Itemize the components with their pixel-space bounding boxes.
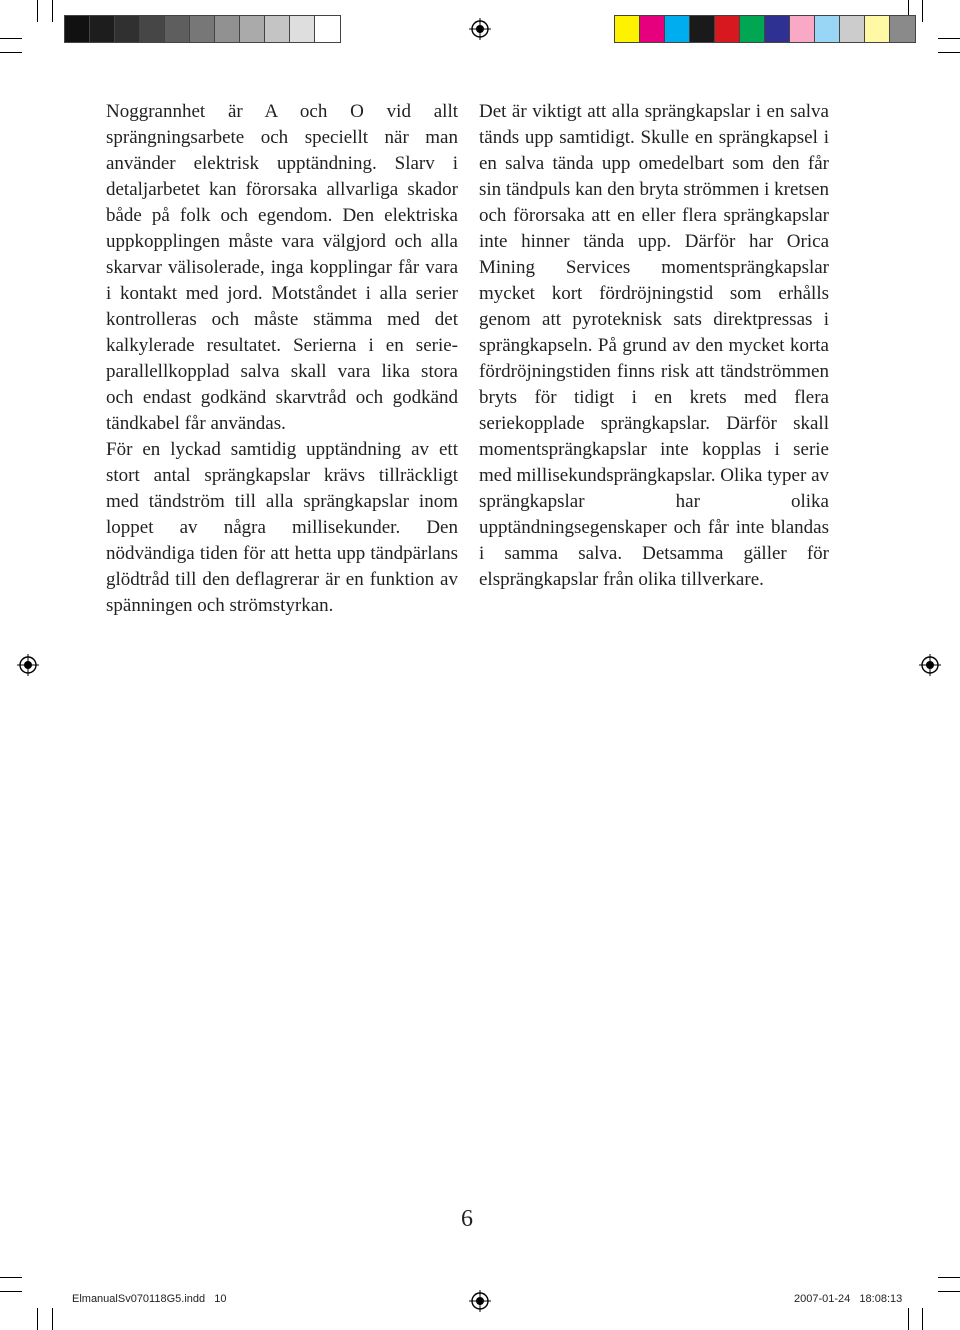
crop-mark xyxy=(52,1308,53,1330)
color-swatch xyxy=(140,16,165,42)
crop-mark xyxy=(0,1277,22,1278)
color-swatch xyxy=(90,16,115,42)
color-swatch xyxy=(840,16,865,42)
crop-mark xyxy=(938,1277,960,1278)
color-swatch xyxy=(740,16,765,42)
color-swatch xyxy=(665,16,690,42)
crop-mark xyxy=(938,38,960,39)
color-swatch xyxy=(865,16,890,42)
color-swatch xyxy=(315,16,340,42)
body-paragraph: Noggrannhet är A och O vid allt sprängningsarbete och speciellt när man använder elektrisk upptändning. Slarv i detaljarbetet kan förorsaka allvarliga skador både på folk och egendom. Den elektriska uppkopplingen måste vara välgjord och alla skarvar välisolerade, inga kopplingar får vara i kontakt med jord. Motståndet i alla serier kontrolleras och måste stämma med det kalkylerade resultatet. Serierna i en serie-parallellkopplad salva skall vara lika stora och endast godkänd skarvtråd och godkänd tändkabel får användas. xyxy=(106,101,458,434)
crop-mark xyxy=(0,52,22,53)
body-paragraph: För en lyckad samtidig upptändning av ett stort antal sprängkapslar krävs tillräckligt med tändström till alla sprängkapslar inom loppet av några millisekunder. Den nödvändiga tiden för att hetta upp tändpärlans glödtråd till den deflagrerar är en funktion av spänningen och strömstyrkan. xyxy=(106,439,458,616)
color-swatch xyxy=(715,16,740,42)
crop-mark xyxy=(922,1308,923,1330)
crop-mark xyxy=(0,1291,22,1292)
crop-mark xyxy=(938,1291,960,1292)
registration-mark-icon xyxy=(469,1290,491,1312)
color-swatch xyxy=(165,16,190,42)
color-swatch xyxy=(115,16,140,42)
crop-mark xyxy=(922,0,923,22)
crop-mark xyxy=(938,52,960,53)
slug-filename: ElmanualSv070118G5.indd 10 xyxy=(72,1293,227,1305)
color-swatch xyxy=(690,16,715,42)
grayscale-color-bar xyxy=(64,15,341,43)
color-swatch xyxy=(615,16,640,42)
crop-mark xyxy=(37,0,38,22)
page-number: 6 xyxy=(461,1206,473,1232)
color-swatch xyxy=(890,16,915,42)
registration-mark-icon xyxy=(469,18,491,40)
color-swatch xyxy=(815,16,840,42)
color-swatch xyxy=(265,16,290,42)
crop-mark xyxy=(52,0,53,22)
crop-mark xyxy=(0,38,22,39)
color-swatch xyxy=(65,16,90,42)
registration-mark-icon xyxy=(919,654,941,676)
color-swatch xyxy=(290,16,315,42)
text-column-left xyxy=(106,99,458,619)
color-swatch xyxy=(215,16,240,42)
color-swatch xyxy=(190,16,215,42)
color-swatch xyxy=(640,16,665,42)
registration-mark-icon xyxy=(17,654,39,676)
body-paragraph: Det är viktigt att alla sprängkapslar i en salva tänds upp samtidigt. Skulle en sprängkapsel i en salva tända upp omedelbart som den får sin tändpuls kan den bryta strömmen i kretsen och förorsaka att en eller flera sprängkapslar inte hinner tända upp. Därför har Orica Mining Services momentsprängkapslar mycket kort fördröjningstid som erhålls genom att pyroteknisk sats direktpressas i sprängkapseln. På grund av den mycket korta fördröjningstiden finns risk att tändströmmen bryts för tidigt i en krets med flera seriekopplade sprängkapslar. Därför skall momentsprängkapslar inte kopplas i serie med millisekundsprängkapslar. Olika typer av sprängkapslar har olika upptändningsegenskaper och får inte blandas i samma salva. Detsamma gäller för elsprängkapslar från olika tillverkare. xyxy=(479,101,829,590)
crop-mark xyxy=(37,1308,38,1330)
text-column-right xyxy=(479,99,829,593)
process-color-bar xyxy=(614,15,916,43)
slug-timestamp: 2007-01-24 18:08:13 xyxy=(794,1293,903,1305)
color-swatch xyxy=(790,16,815,42)
color-swatch xyxy=(240,16,265,42)
color-swatch xyxy=(765,16,790,42)
crop-mark xyxy=(908,1308,909,1330)
